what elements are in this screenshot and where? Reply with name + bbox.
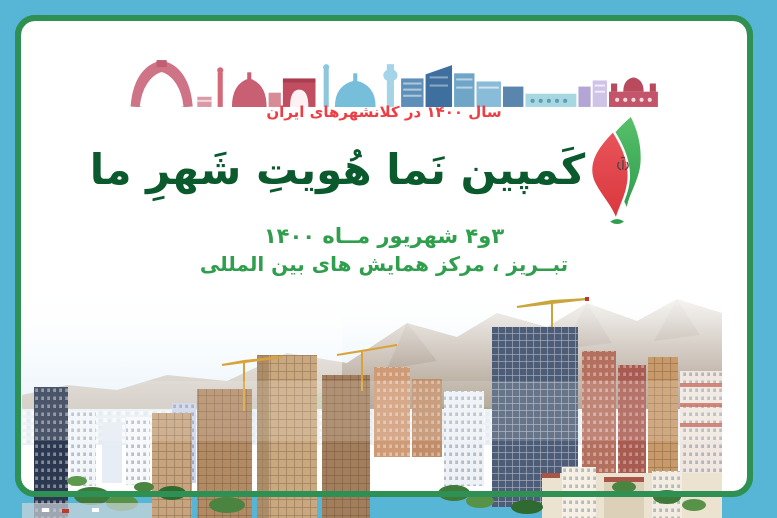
iran-landmarks-skyline-icon [128,56,658,106]
event-venue: تبــریز ، مرکز همایش های بین المللی [199,252,569,276]
event-date: ۳و۴ شهریور مــاه ۱۴۰۰ [263,224,505,248]
campaign-title: کَمپین نَما هُویتِ شَهرِ ما [89,145,586,194]
logo-svg [577,117,665,227]
year-label: سال ۱۴۰۰ در کلانشهرهای ایران [266,103,502,121]
iran-flag-ribbon-logo-icon [577,117,665,229]
skyline-svg [128,56,658,107]
